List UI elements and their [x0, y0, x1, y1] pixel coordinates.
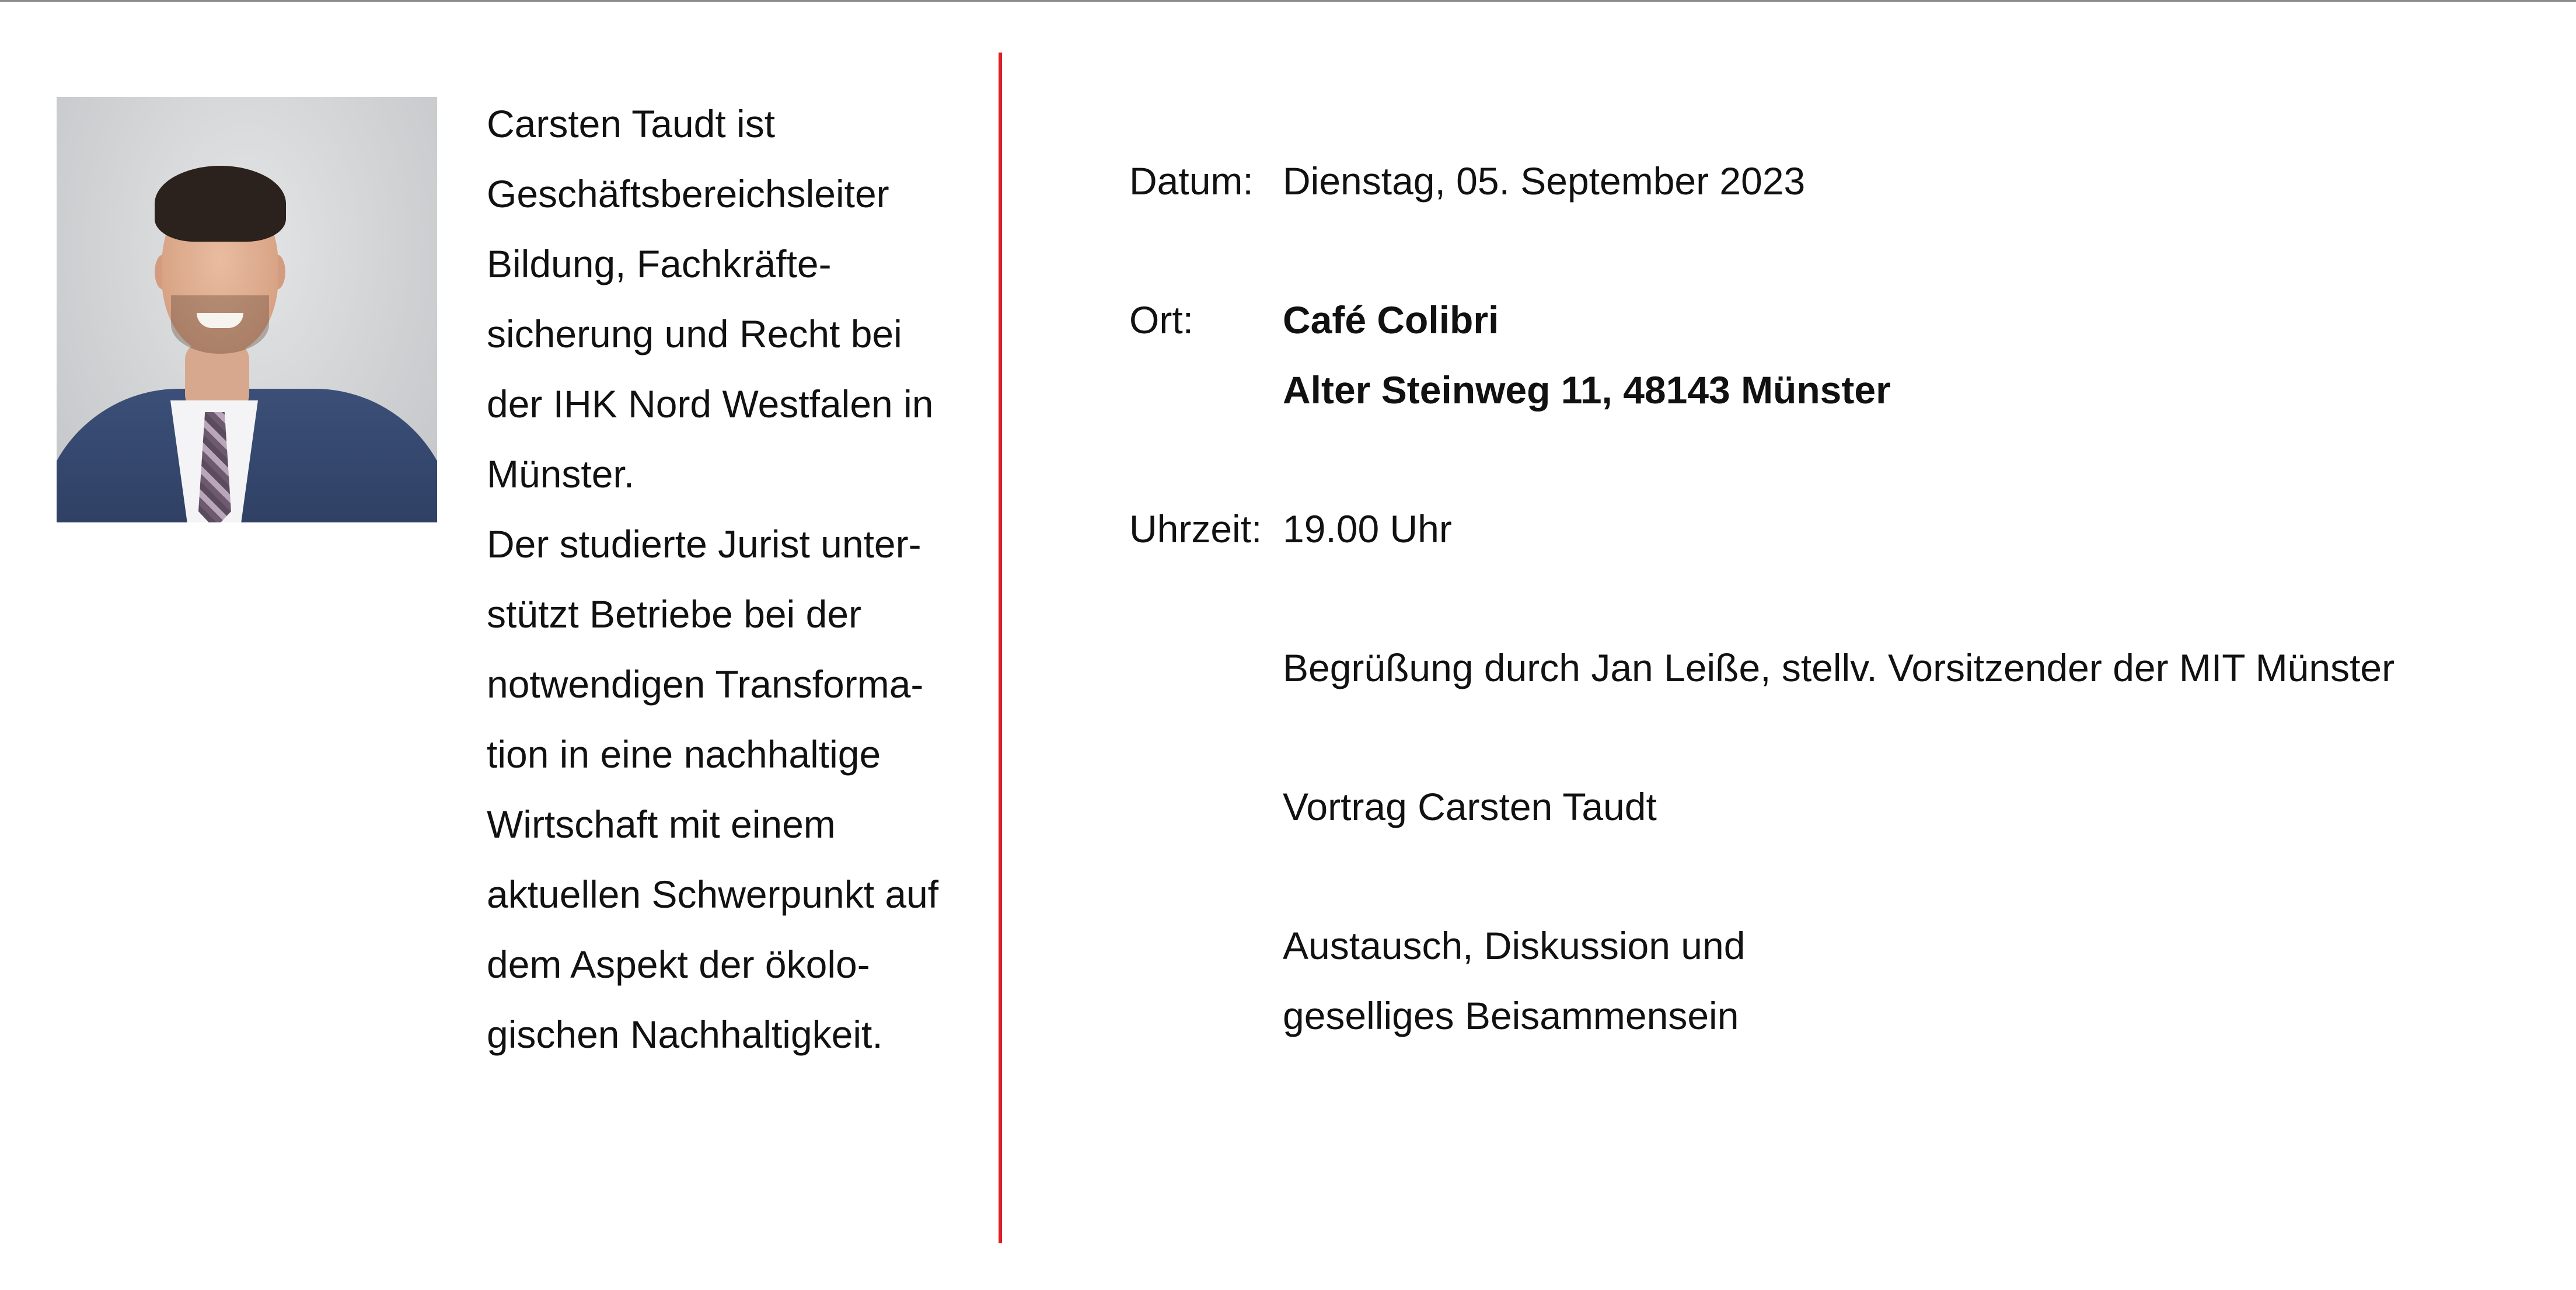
place-label: Ort:	[1129, 298, 1193, 341]
bio-line: Bildung, Fachkräfte-	[487, 242, 832, 285]
time-label: Uhrzeit:	[1129, 507, 1262, 550]
time-value: 19.00 Uhr	[1283, 507, 1452, 550]
agenda-talk: Vortrag Carsten Taudt	[1283, 785, 1657, 828]
bio-line: notwendigen Transforma-	[487, 663, 924, 706]
bio-line: der IHK Nord Westfalen in	[487, 382, 934, 426]
date-label: Datum:	[1129, 159, 1254, 203]
top-rule	[0, 0, 2576, 2]
bio-line: Münster.	[487, 452, 635, 496]
bio-line: Der studierte Jurist unter-	[487, 522, 922, 566]
bio-line: Carsten Taudt ist	[487, 102, 776, 145]
bio-line: gischen Nachhaltigkeit.	[487, 1013, 883, 1056]
date-value: Dienstag, 05. September 2023	[1283, 159, 1806, 203]
bio-line: dem Aspekt der ökolo-	[487, 943, 870, 986]
portrait-hair	[155, 166, 286, 242]
bio-line: sicherung und Recht bei	[487, 312, 902, 355]
place-address: Alter Steinweg 11, 48143 Münster	[1283, 368, 1891, 412]
bio-line: tion in eine nachhaltige	[487, 733, 881, 776]
speaker-portrait-photo	[57, 97, 437, 522]
agenda-exchange-line1: Austausch, Diskussion und	[1283, 924, 1746, 967]
agenda-exchange-line2: geselliges Beisammensein	[1283, 994, 1739, 1037]
speaker-bio	[487, 89, 965, 1069]
place-name: Café Colibri	[1283, 298, 1499, 341]
bio-line: stützt Betriebe bei der	[487, 592, 862, 636]
bio-line: Wirtschaft mit einem	[487, 803, 836, 846]
bio-line: aktuellen Schwerpunkt auf	[487, 873, 939, 916]
agenda-greeting: Begrüßung durch Jan Leiße, stellv. Vorsitzender der MIT Münster	[1283, 646, 2395, 689]
red-column-divider	[999, 53, 1002, 1243]
bio-line: Geschäftsbereichsleiter	[487, 172, 889, 215]
